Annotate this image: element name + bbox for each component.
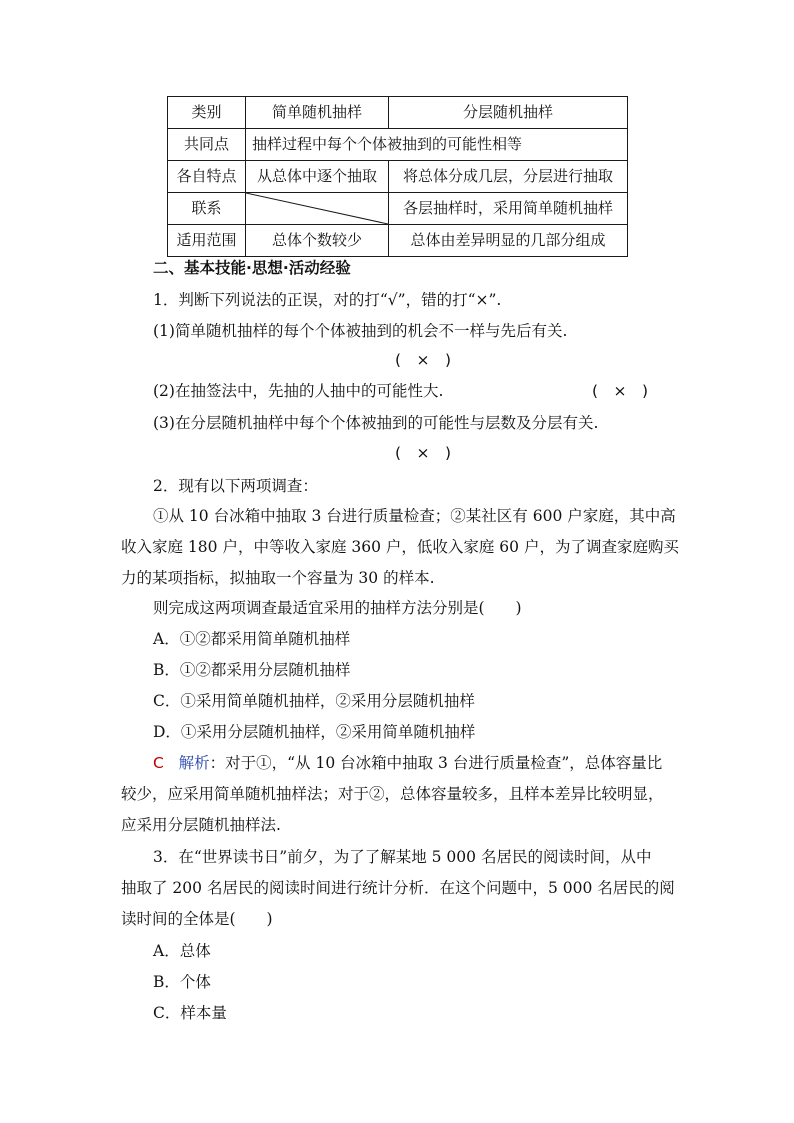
- table-row: [168, 225, 628, 257]
- analysis-text: ：对于①，“从 10 台冰箱中抽取 3 台进行质量检查”，总体容量比: [209, 754, 663, 772]
- diagonal-line: [246, 193, 388, 224]
- row-label-cell: 各自特点: [168, 161, 246, 193]
- table-row: [168, 193, 628, 225]
- table-header-cell: 类别: [168, 97, 246, 129]
- question-1-item-1: (1)简单随机抽样的每个个体被抽到的机会不一样与先后有关.: [153, 322, 568, 340]
- answer-mark: ( × ): [395, 444, 452, 462]
- question-2-prompt: 则完成这两项调查最适宜采用的抽样方法分别是( ): [153, 599, 522, 617]
- option-b: B．个体: [153, 973, 211, 991]
- question-3-body-line: 抽取了 200 名居民的阅读时间进行统计分析．在这个问题中，5 000 名居民的阅: [121, 879, 675, 897]
- table-row: [168, 161, 628, 193]
- option-a: A．总体: [153, 942, 211, 960]
- option-b: B．①②都采用分层随机抽样: [153, 661, 351, 679]
- table-header-row: [168, 97, 628, 129]
- sampling-comparison-table: [167, 96, 628, 257]
- question-3-body-line: 读时间的全体是( ): [121, 910, 273, 928]
- table-cell: 各层抽样时，采用简单随机抽样: [389, 193, 628, 225]
- question-2-body-line: 收入家庭 180 户，中等收入家庭 360 户，低收入家庭 60 户，为了调查家庭购买: [121, 538, 679, 556]
- table-cell: 从总体中逐个抽取: [246, 161, 389, 193]
- question-1-stem: 1．判断下列说法的正误，对的打“√”，错的打“×”.: [153, 291, 502, 309]
- section-heading: 二、基本技能·思想·活动经验: [153, 259, 351, 277]
- option-c: C．①采用简单随机抽样，②采用分层随机抽样: [153, 692, 475, 710]
- answer-mark: ( × ): [592, 382, 649, 400]
- question-2-body-line: 力的某项指标，拟抽取一个容量为 30 的样本.: [121, 569, 435, 587]
- option-a: A．①②都采用简单随机抽样: [153, 630, 351, 648]
- row-label-cell: 共同点: [168, 129, 246, 161]
- option-c: C．样本量: [153, 1004, 227, 1022]
- table-cell: 总体由差异明显的几部分组成: [389, 225, 628, 257]
- table-header-cell: 分层随机抽样: [389, 97, 628, 129]
- question-2-stem: 2．现有以下两项调查：: [153, 477, 318, 495]
- row-label-cell: 适用范围: [168, 225, 246, 257]
- row-label-cell: 联系: [168, 193, 246, 225]
- analysis-line: 较少，应采用简单随机抽样法；对于②，总体容量较多，且样本差异比较明显，: [121, 785, 664, 803]
- table-cell: 总体个数较少: [246, 225, 389, 257]
- option-d: D．①采用分层随机抽样，②采用简单随机抽样: [153, 723, 476, 741]
- answer-letter: C: [153, 754, 164, 772]
- analysis-line: [153, 753, 662, 773]
- question-3-stem: 3．在“世界读书日”前夕，为了了解某地 5 000 名居民的阅读时间，从中: [153, 848, 652, 866]
- question-2-body-line: ①从 10 台冰箱中抽取 3 台进行质量检查；②某社区有 600 户家庭，其中高: [153, 507, 676, 525]
- table-header-cell: 简单随机抽样: [246, 97, 389, 129]
- analysis-label: 解析: [178, 754, 210, 772]
- analysis-line: 应采用分层随机抽样法.: [121, 816, 281, 834]
- question-1-item-3: (3)在分层随机抽样中每个个体被抽到的可能性与层数及分层有关.: [153, 414, 599, 432]
- common-point-cell: 抽样过程中每个个体被抽到的可能性相等: [246, 129, 628, 161]
- question-1-item-2: (2)在抽签法中，先抽的人抽中的可能性大.: [153, 382, 444, 400]
- answer-mark: ( × ): [395, 351, 452, 369]
- table-cell: 将总体分成几层，分层进行抽取: [389, 161, 628, 193]
- diagonal-empty-cell: [246, 193, 389, 225]
- table-row: [168, 129, 628, 161]
